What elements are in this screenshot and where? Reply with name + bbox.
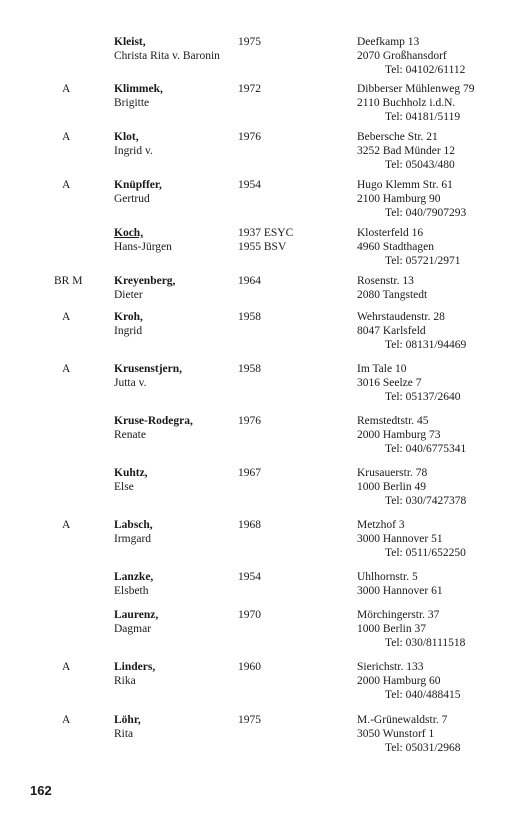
entry-phone: Tel: 08131/94469 xyxy=(385,339,467,351)
entry-street: Im Tale 10 xyxy=(357,363,407,375)
entry-phone: Tel: 040/488415 xyxy=(385,689,461,701)
entry-year-value: 1960 xyxy=(238,661,261,673)
entry-phone: Tel: 05137/2640 xyxy=(385,391,461,403)
entry-surname: Kleist, xyxy=(114,36,146,48)
entry-city: 3050 Wunstorf 1 xyxy=(357,728,435,740)
entry-given-name: Elsbeth xyxy=(114,585,149,597)
entry-name xyxy=(114,130,153,158)
entry-name xyxy=(114,226,172,254)
entry-address xyxy=(357,660,461,702)
page-number: 162 xyxy=(30,783,52,798)
entry-city: 8047 Karlsfeld xyxy=(357,325,426,337)
entry-street: Metzhof 3 xyxy=(357,519,405,531)
entry-address xyxy=(357,362,461,404)
entry-surname: Kroh, xyxy=(114,311,143,323)
entry-address xyxy=(357,130,455,172)
entry-city: 1000 Berlin 49 xyxy=(357,481,426,493)
entry-given-name: Jutta v. xyxy=(114,377,147,389)
entry-year-value: 1954 xyxy=(238,179,261,191)
entry-year-value: 1964 xyxy=(238,275,261,287)
entry-name xyxy=(114,660,155,688)
entry-year-value: 1958 xyxy=(238,363,261,375)
entry-name xyxy=(114,713,141,741)
entry-phone: Tel: 040/6775341 xyxy=(385,443,467,455)
entry-tags: A xyxy=(62,661,71,673)
entry-given-name: Gertrud xyxy=(114,193,150,205)
entry-year xyxy=(238,660,261,674)
entry-city: 4960 Stadthagen xyxy=(357,241,434,253)
entry-phone: Tel: 04181/5119 xyxy=(385,111,461,123)
entry-year-value: 1954 xyxy=(238,571,261,583)
entry-surname: Linders, xyxy=(114,661,156,673)
entry-given-name: Rika xyxy=(114,675,136,687)
entry-given-name: Hans-Jürgen xyxy=(114,241,172,253)
entry-phone: Tel: 030/8111518 xyxy=(385,637,466,649)
entry-name xyxy=(114,362,182,390)
entry-phone: Tel: 04102/61112 xyxy=(385,64,466,76)
entry-address xyxy=(357,414,466,456)
entry-address xyxy=(357,226,461,268)
entry-address xyxy=(357,310,466,352)
entry-address xyxy=(357,608,465,650)
entry-street: Dibberser Mühlenweg 79 xyxy=(357,83,475,95)
entry-tags: A xyxy=(62,363,71,375)
entry-year xyxy=(238,713,261,727)
entry-street: Wehrstaudenstr. 28 xyxy=(357,311,445,323)
entry-surname: Kuhtz, xyxy=(114,467,148,479)
entry-name xyxy=(114,178,162,206)
entry-address xyxy=(357,35,465,77)
entry-city: 3016 Seelze 7 xyxy=(357,377,422,389)
entry-tags: A xyxy=(62,714,71,726)
entry-surname: Lanzke, xyxy=(114,571,154,583)
entry-tags: A xyxy=(62,83,71,95)
entry-year xyxy=(238,362,261,376)
entry-year-value: 1976 xyxy=(238,131,261,143)
entry-street: Hugo Klemm Str. 61 xyxy=(357,179,453,191)
entry-given-name: Christa Rita v. Baronin xyxy=(114,50,220,62)
entry-surname: Laurenz, xyxy=(114,609,159,621)
entry-city: 3252 Bad Münder 12 xyxy=(357,145,456,157)
entry-city: 2000 Hamburg 60 xyxy=(357,675,441,687)
entry-phone: Tel: 030/7427378 xyxy=(385,495,467,507)
entry-name xyxy=(114,35,220,63)
entry-surname: Koch, xyxy=(114,227,144,239)
entry-year xyxy=(238,226,293,254)
entry-name xyxy=(114,570,153,598)
entry-year-value: 1955 BSV xyxy=(238,241,287,253)
entry-name xyxy=(114,608,158,636)
entry-address xyxy=(357,178,466,220)
entry-surname: Klimmek, xyxy=(114,83,163,95)
entry-given-name: Dagmar xyxy=(114,623,152,635)
entry-given-name: Renate xyxy=(114,429,146,441)
entry-street: Deefkamp 13 xyxy=(357,36,420,48)
entry-surname: Kreyenberg, xyxy=(114,275,176,287)
entry-surname: Löhr, xyxy=(114,714,141,726)
entry-tags: BR M xyxy=(54,275,83,287)
entry-year xyxy=(238,414,261,428)
entry-year-value: 1937 ESYC xyxy=(238,227,294,239)
entry-given-name: Brigitte xyxy=(114,97,150,109)
entry-address xyxy=(357,466,466,508)
entry-name xyxy=(114,274,175,302)
entry-street: Remstedtstr. 45 xyxy=(357,415,429,427)
entry-year xyxy=(238,274,261,288)
entry-address xyxy=(357,570,443,598)
entry-tags: A xyxy=(62,179,71,191)
entry-phone: Tel: 05721/2971 xyxy=(385,255,461,267)
entry-street: Bebersche Str. 21 xyxy=(357,131,438,143)
entry-year xyxy=(238,35,261,49)
entry-name xyxy=(114,466,148,494)
entry-surname: Labsch, xyxy=(114,519,153,531)
entry-year xyxy=(238,466,261,480)
entry-address xyxy=(357,82,475,124)
entry-city: 1000 Berlin 37 xyxy=(357,623,426,635)
entry-street: Klosterfeld 16 xyxy=(357,227,424,239)
entry-street: Sierichstr. 133 xyxy=(357,661,424,673)
entry-surname: Kruse-Rodegra, xyxy=(114,415,193,427)
entry-year-value: 1958 xyxy=(238,311,261,323)
entry-name xyxy=(114,310,143,338)
entry-year-value: 1976 xyxy=(238,415,261,427)
entry-city: 2110 Buchholz i.d.N. xyxy=(357,97,456,109)
entry-year xyxy=(238,178,261,192)
entry-address xyxy=(357,274,427,302)
entry-city: 2070 Großhansdorf xyxy=(357,50,447,62)
entry-street: Uhlhornstr. 5 xyxy=(357,571,418,583)
entry-name xyxy=(114,82,163,110)
entry-given-name: Dieter xyxy=(114,289,143,301)
entry-year xyxy=(238,310,261,324)
entry-year xyxy=(238,130,261,144)
entry-year-value: 1968 xyxy=(238,519,261,531)
entry-city: 3000 Hannover 61 xyxy=(357,585,443,597)
entry-tags: A xyxy=(62,519,71,531)
entry-year xyxy=(238,608,261,622)
entry-given-name: Ingrid xyxy=(114,325,143,337)
entry-street: Mörchingerstr. 37 xyxy=(357,609,440,621)
entry-city: 3000 Hannover 51 xyxy=(357,533,443,545)
entry-surname: Klot, xyxy=(114,131,139,143)
entry-address xyxy=(357,518,466,560)
entry-given-name: Else xyxy=(114,481,134,493)
entry-year-value: 1967 xyxy=(238,467,261,479)
entry-phone: Tel: 05031/2968 xyxy=(385,742,461,754)
entry-year xyxy=(238,518,261,532)
entry-given-name: Rita xyxy=(114,728,134,740)
entry-city: 2080 Tangstedt xyxy=(357,289,428,301)
entry-city: 2100 Hamburg 90 xyxy=(357,193,441,205)
entry-year xyxy=(238,82,261,96)
entry-phone: Tel: 040/7907293 xyxy=(385,207,467,219)
entry-street: Rosenstr. 13 xyxy=(357,275,414,287)
entry-street: Krusauerstr. 78 xyxy=(357,467,428,479)
entry-city: 2000 Hamburg 73 xyxy=(357,429,441,441)
entry-name xyxy=(114,414,193,442)
entry-year-value: 1970 xyxy=(238,609,261,621)
entry-given-name: Ingrid v. xyxy=(114,145,153,157)
entry-tags: A xyxy=(62,131,71,143)
entry-street: M.-Grünewaldstr. 7 xyxy=(357,714,448,726)
entry-surname: Knüpffer, xyxy=(114,179,162,191)
entry-tags: A xyxy=(62,311,71,323)
entry-name xyxy=(114,518,153,546)
entry-year xyxy=(238,570,261,584)
entry-surname: Krusenstjern, xyxy=(114,363,183,375)
entry-year-value: 1975 xyxy=(238,714,261,726)
entry-address xyxy=(357,713,461,755)
entry-given-name: Irmgard xyxy=(114,533,152,545)
entry-phone: Tel: 05043/480 xyxy=(385,159,455,171)
entry-year-value: 1975 xyxy=(238,36,261,48)
entry-year-value: 1972 xyxy=(238,83,261,95)
entry-phone: Tel: 0511/652250 xyxy=(385,547,466,559)
